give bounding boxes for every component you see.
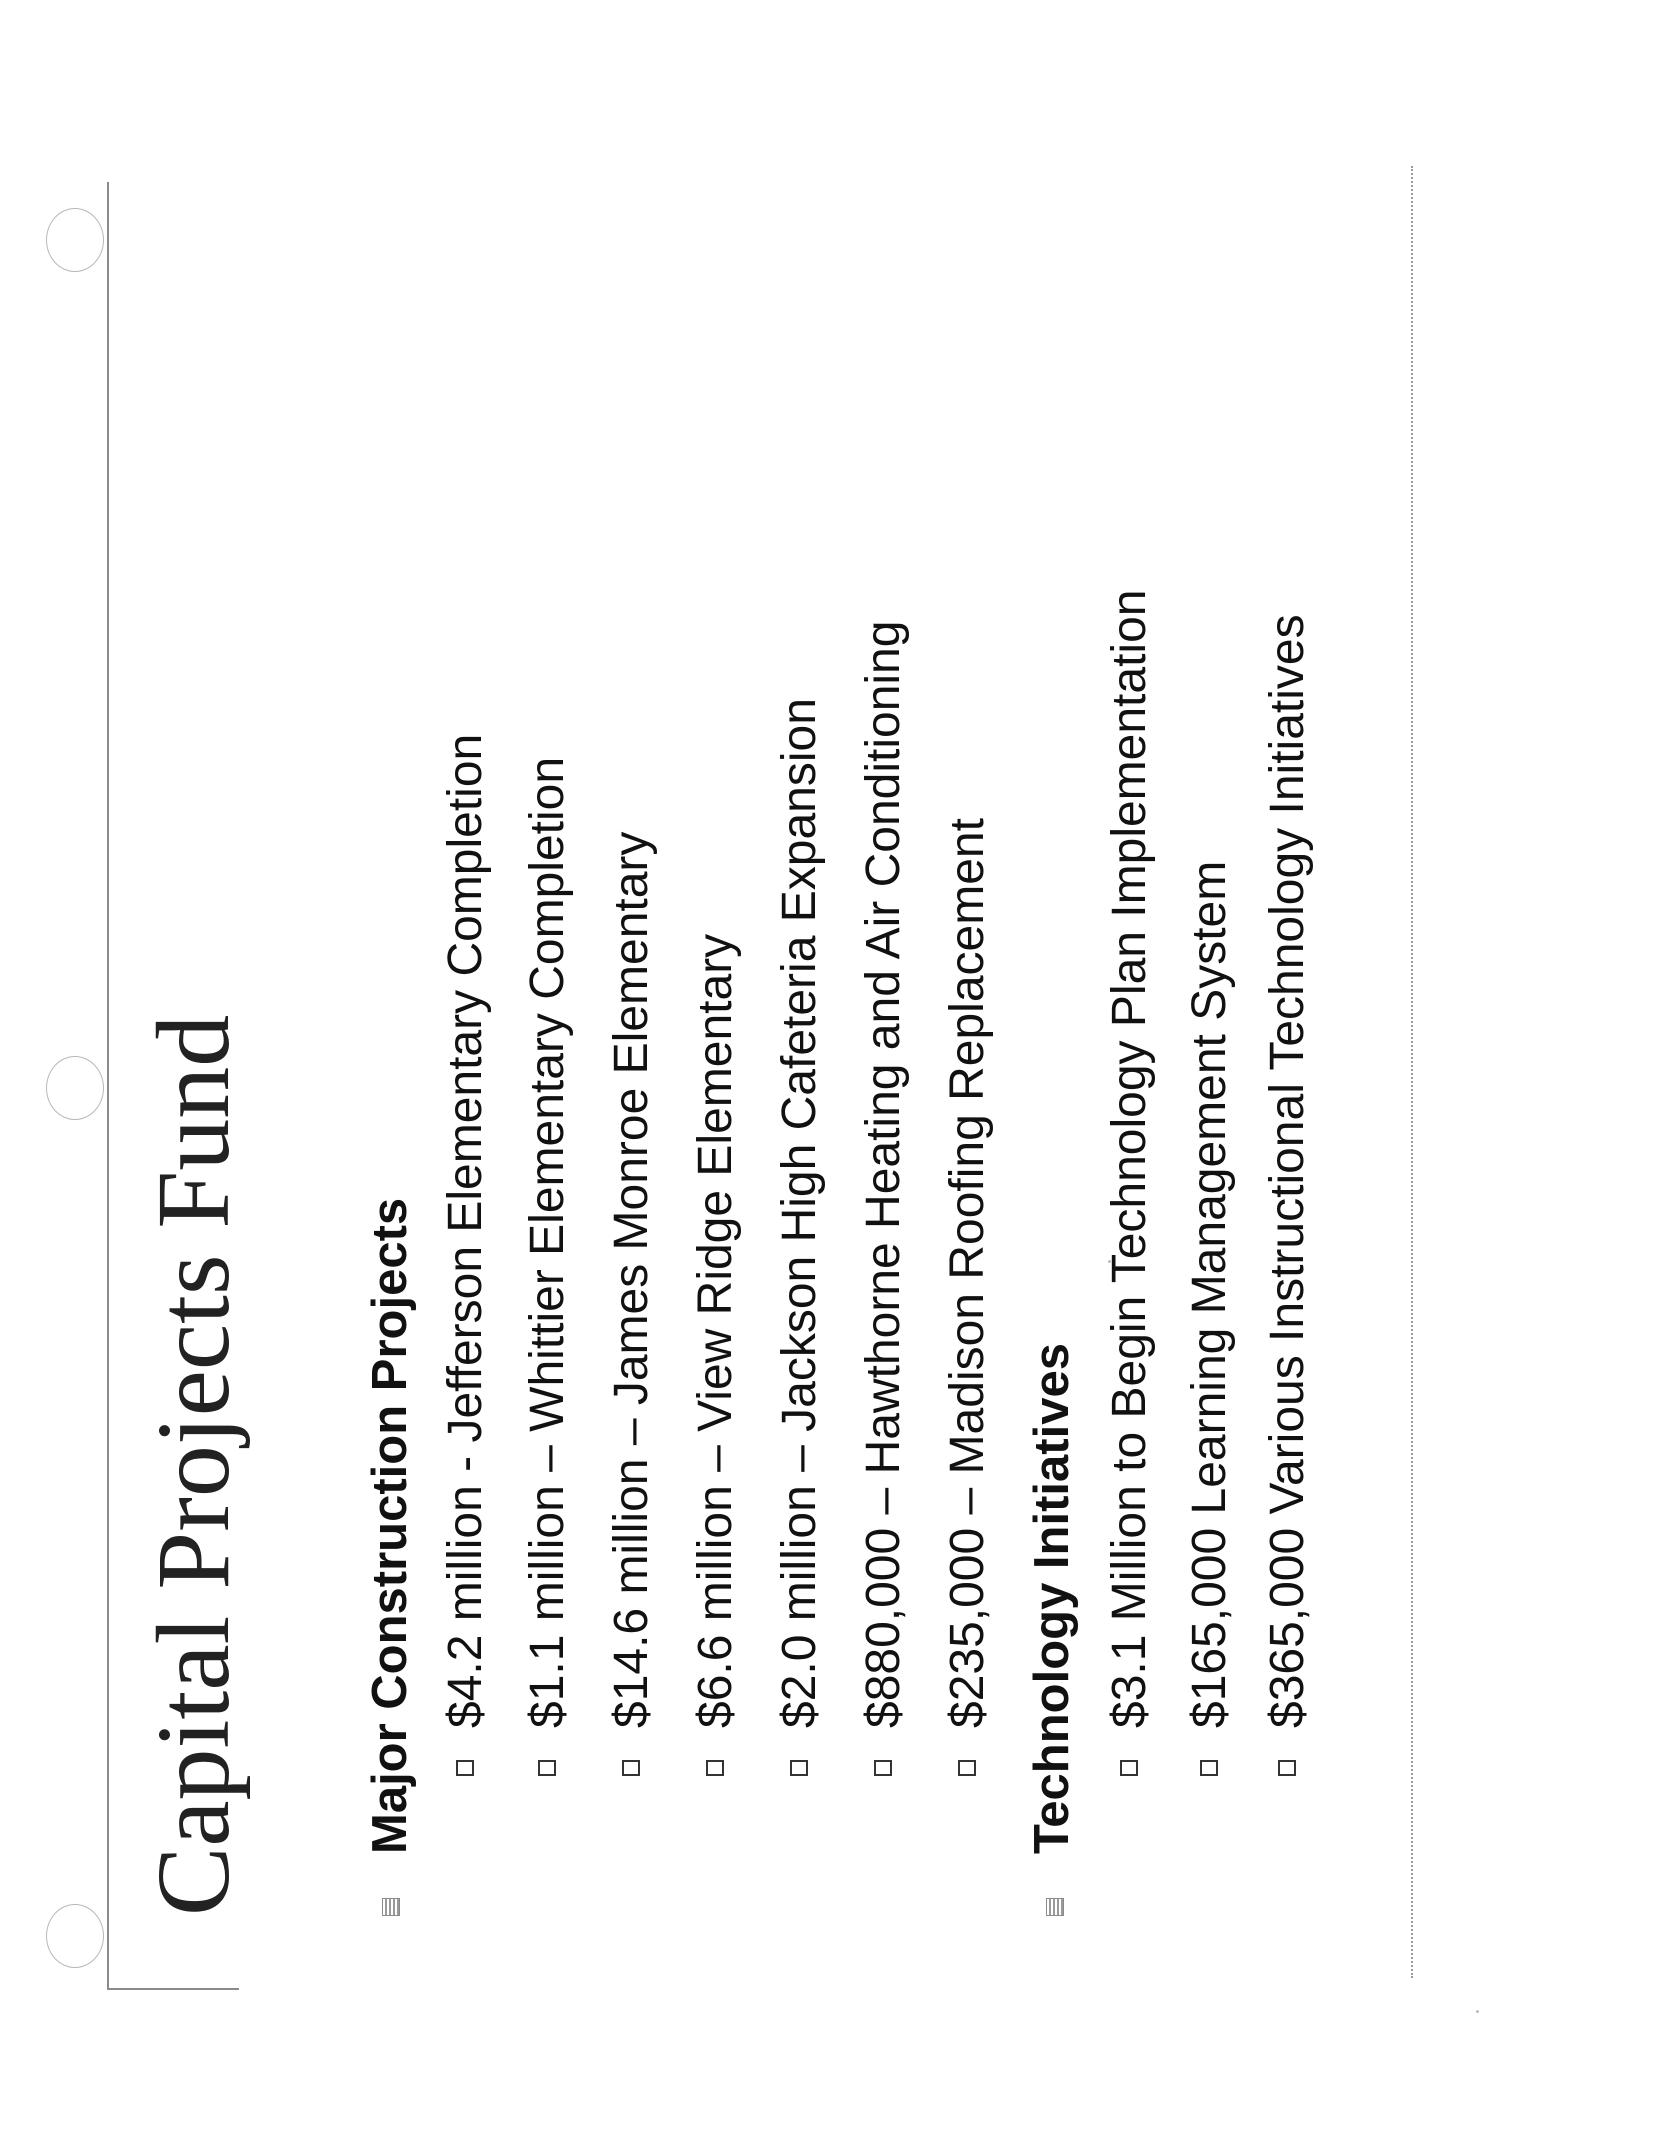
slide-title: Capital Projects Fund: [136, 1014, 251, 1916]
checkbox-bullet-icon: [790, 1760, 808, 1776]
scan-speck: [1476, 2010, 1479, 2013]
checkbox-bullet-icon: [622, 1760, 640, 1776]
list-item-text: $2.0 million – Jackson High Cafeteria Expansion: [773, 698, 826, 1728]
list-item-text: $6.6 million – View Ridge Elementary: [689, 933, 742, 1728]
section-heading-construction: Major Construction Projects: [363, 1197, 417, 1854]
left-border-line: [107, 182, 109, 1988]
list-item-text: $4.2 million - Jefferson Elementary Completion: [439, 733, 492, 1728]
list-item-text: $3.1 Million to Begin Technology Plan Implementation: [1103, 589, 1156, 1728]
list-item-text: $1.1 million – Whittier Elementary Completion: [521, 756, 574, 1728]
checkbox-bullet-icon: [456, 1760, 474, 1776]
checkbox-bullet-icon: [538, 1760, 556, 1776]
punch-hole-bottom: [46, 1904, 104, 1968]
right-border-line: [1411, 166, 1413, 1978]
slide-content: [120, 172, 1380, 1972]
checkbox-bullet-icon: [706, 1760, 724, 1776]
list-item-text: $880,000 – Hawthorne Heating and Air Conditioning: [857, 620, 910, 1728]
checkbox-bullet-icon: [1120, 1760, 1138, 1776]
section-bullet-icon: [1046, 1898, 1064, 1916]
punch-hole-middle: [46, 1056, 104, 1120]
checkbox-bullet-icon: [874, 1760, 892, 1776]
checkbox-bullet-icon: [958, 1760, 976, 1776]
list-item-text: $235,000 – Madison Roofing Replacement: [941, 818, 994, 1728]
punch-hole-top: [46, 208, 104, 272]
section-heading-technology: Technology Initiatives: [1025, 1343, 1079, 1854]
list-item-text: $165,000 Learning Management System: [1183, 860, 1236, 1728]
checkbox-bullet-icon: [1200, 1760, 1218, 1776]
checkbox-bullet-icon: [1278, 1760, 1296, 1776]
list-item-text: $14.6 million – James Monroe Elementary: [605, 831, 658, 1728]
section-bullet-icon: [382, 1898, 400, 1916]
list-item-text: $365,000 Various Instructional Technology Initiatives: [1261, 614, 1314, 1728]
left-border-foot: [107, 1988, 239, 1990]
